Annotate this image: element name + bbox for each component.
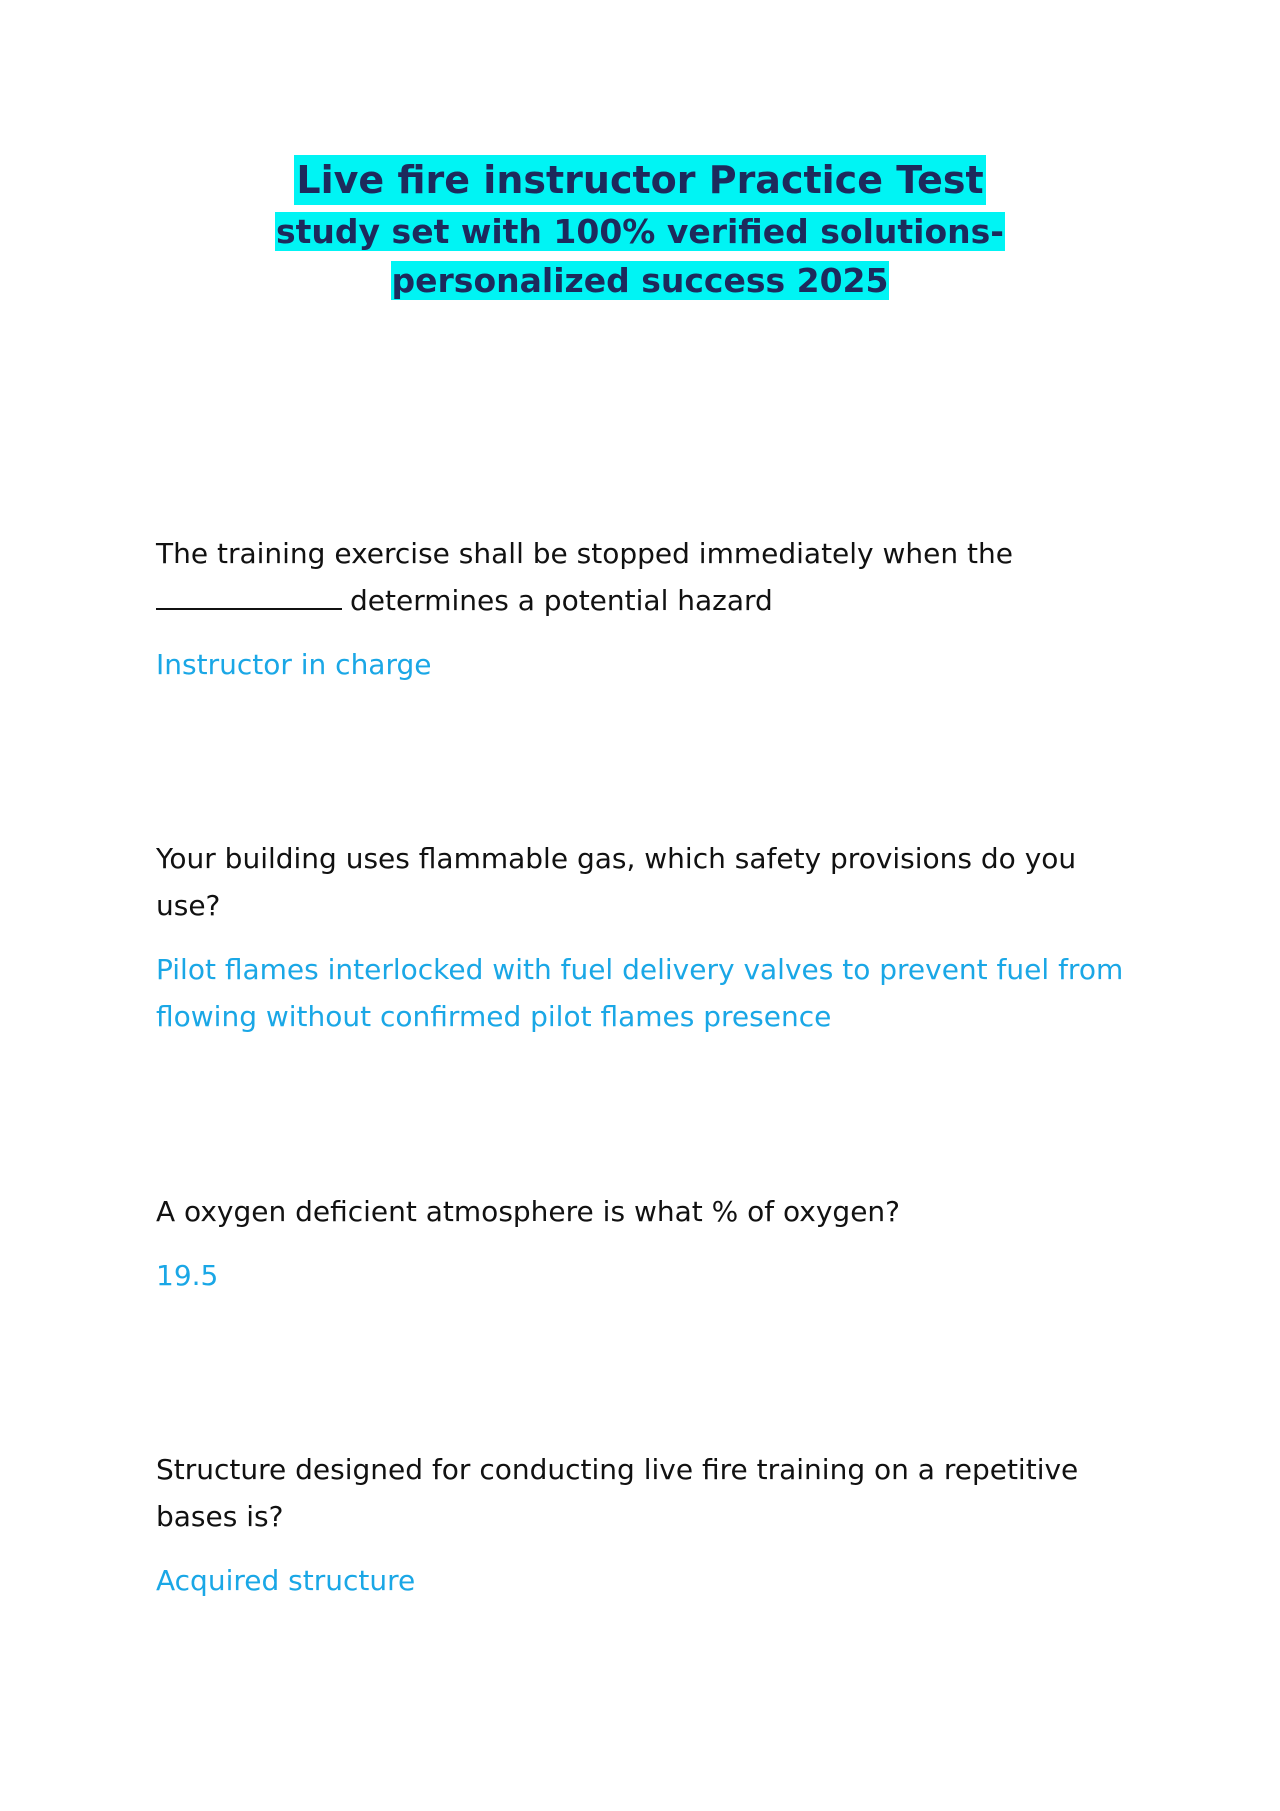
answer-3: 19.5: [156, 1259, 219, 1292]
page-subtitle-text: study set with 100% verified solutions-personalized success 2025: [276, 212, 1004, 300]
title-block: [0, 155, 1280, 305]
question-2: Your building uses flammable gas, which safety provisions do you use?: [156, 842, 1077, 922]
question-1-line1: The training exercise shall be stopped immediately when the: [156, 537, 1013, 570]
qa-item-1: [156, 530, 1136, 688]
qa-item-3: [156, 1188, 1136, 1299]
answer-4: Acquired structure: [156, 1564, 416, 1597]
page-title: Live fire instructor Practice Test: [294, 155, 985, 205]
qa-item-4: [156, 1446, 1136, 1604]
fill-in-blank: [156, 582, 342, 610]
question-1: [156, 530, 1136, 624]
question-1-line2: determines a potential hazard: [350, 584, 773, 617]
question-4: Structure designed for conducting live fire training on a repetitive bases is?: [156, 1453, 1079, 1533]
page-subtitle: [160, 207, 1120, 305]
answer-1: Instructor in charge: [156, 648, 432, 681]
answer-2: Pilot flames interlocked with fuel delivery valves to prevent fuel from flowing without confirmed pilot flames presence: [156, 953, 1124, 1033]
question-3: A oxygen deficient atmosphere is what % of oxygen?: [156, 1195, 901, 1228]
qa-item-2: [156, 835, 1136, 1040]
